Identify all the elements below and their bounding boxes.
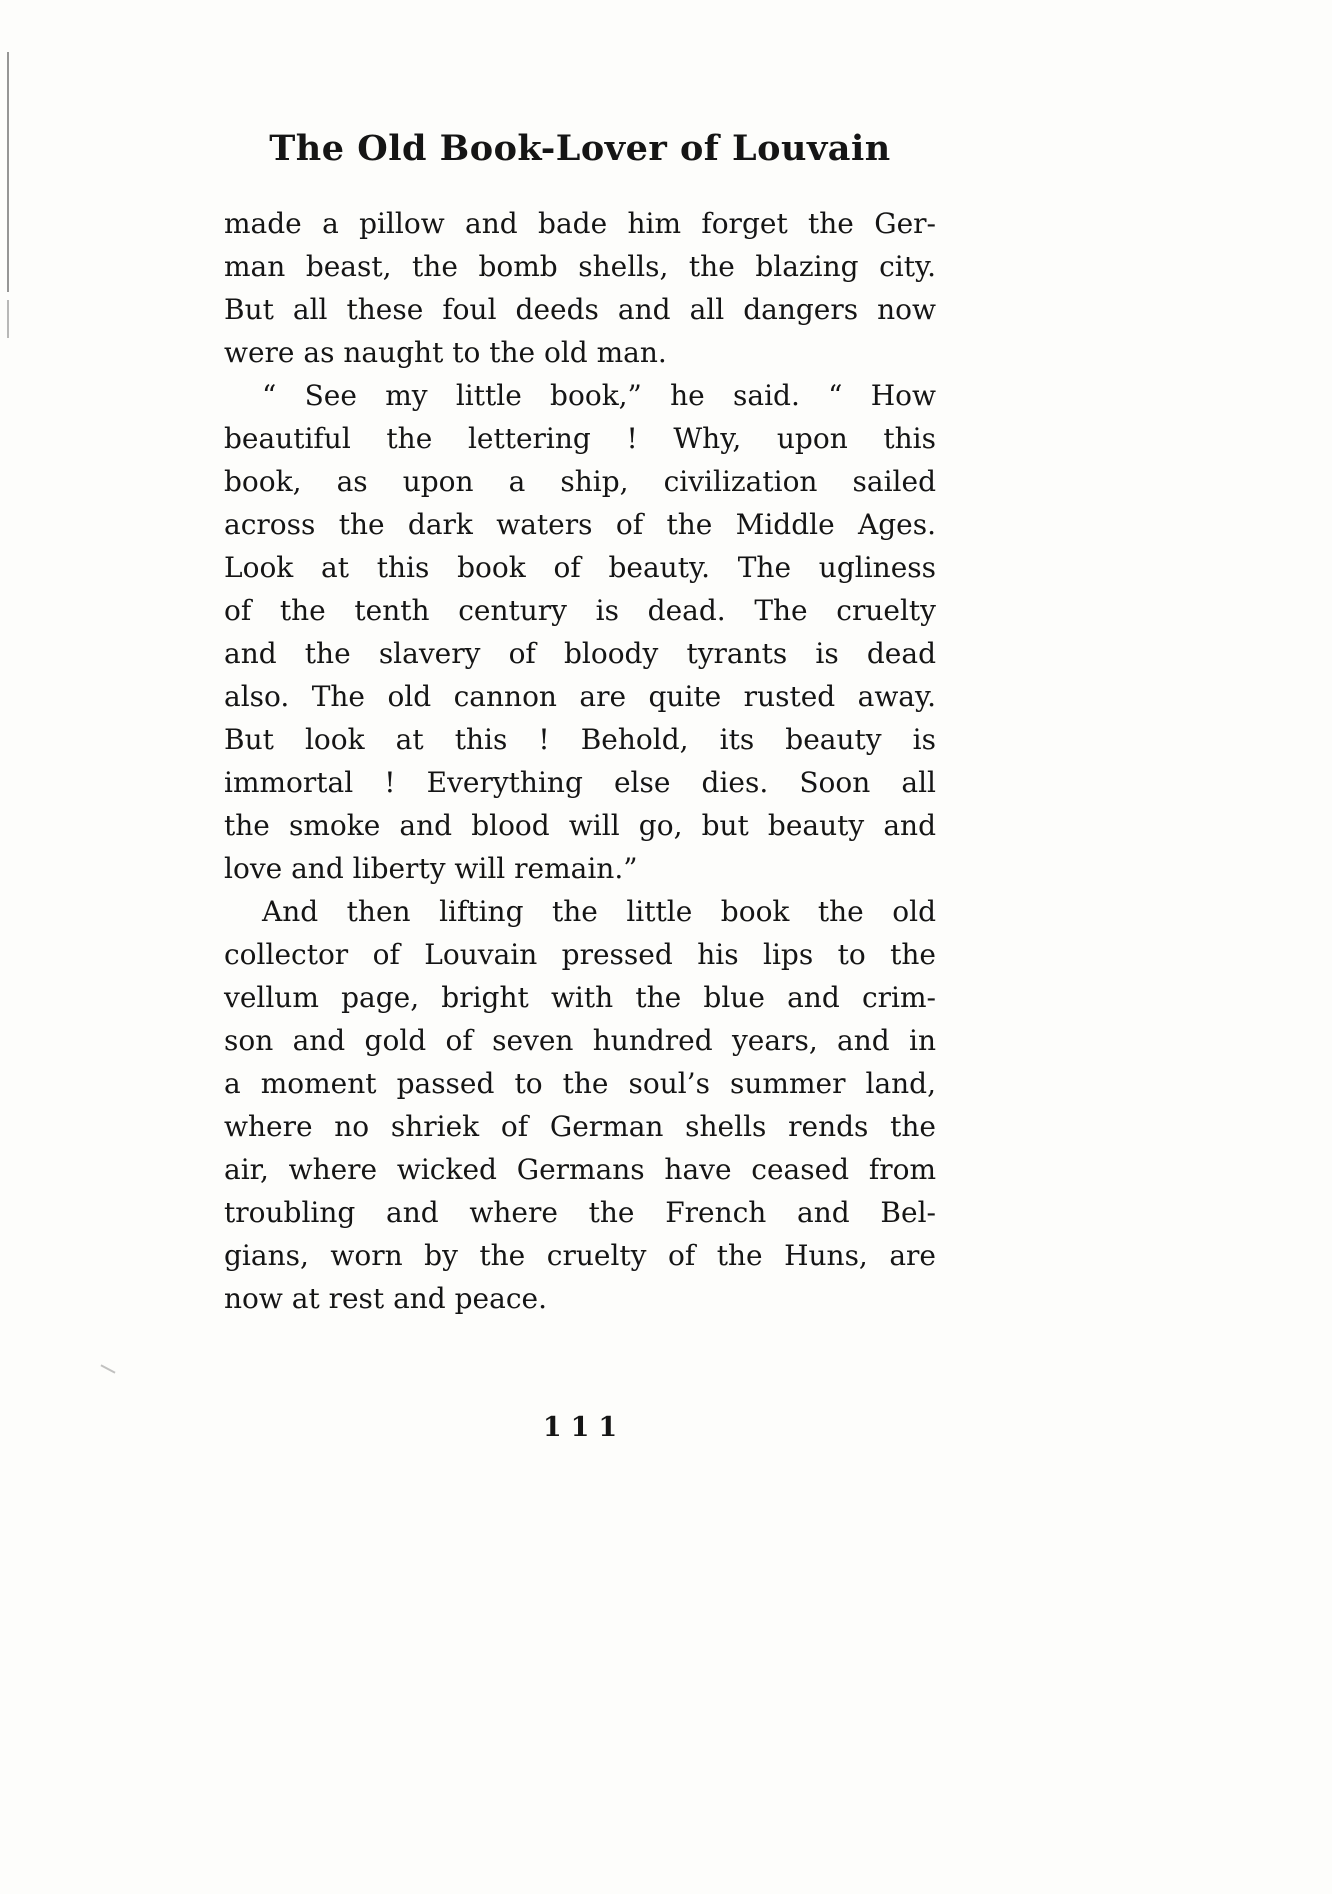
text-line: “ See my little book,” he said. “ How bbox=[262, 379, 936, 412]
text-line: were as naught to the old man. bbox=[224, 336, 667, 369]
page-number: 111 bbox=[542, 1412, 627, 1443]
text-line: son and gold of seven hundred years, and in bbox=[224, 1024, 936, 1057]
text-line: collector of Louvain pressed his lips to the bbox=[224, 938, 936, 971]
text-line: beautiful the lettering ! Why, upon this bbox=[224, 422, 936, 455]
text-line: But look at this ! Behold, its beauty is bbox=[224, 723, 936, 756]
text-line: a moment passed to the soul’s summer land, bbox=[224, 1067, 936, 1100]
text-line: across the dark waters of the Middle Ages. bbox=[224, 508, 936, 541]
text-line: immortal ! Everything else dies. Soon all bbox=[224, 766, 936, 799]
text-line: made a pillow and bade him forget the Ger- bbox=[224, 207, 936, 240]
paragraph bbox=[224, 202, 936, 374]
paragraph bbox=[224, 374, 936, 890]
text-line: troubling and where the French and Bel- bbox=[224, 1196, 936, 1229]
text-line: now at rest and peace. bbox=[224, 1282, 547, 1315]
scan-artifact bbox=[7, 52, 9, 292]
text-line: the smoke and blood will go, but beauty and bbox=[224, 809, 936, 842]
text-line: of the tenth century is dead. The cruelty bbox=[224, 594, 936, 627]
text-line: man beast, the bomb shells, the blazing city. bbox=[224, 250, 936, 283]
text-line: But all these foul deeds and all dangers now bbox=[224, 293, 936, 326]
text-line: vellum page, bright with the blue and crim- bbox=[224, 981, 936, 1014]
page-title: The Old Book-Lover of Louvain bbox=[269, 128, 891, 169]
text-line: and the slavery of bloody tyrants is dead bbox=[224, 637, 936, 670]
text-line: Look at this book of beauty. The ugliness bbox=[224, 551, 936, 584]
page-body bbox=[224, 202, 936, 1320]
text-line: gians, worn by the cruelty of the Huns, are bbox=[224, 1239, 936, 1272]
text-line: air, where wicked Germans have ceased from bbox=[224, 1153, 936, 1186]
text-line: And then lifting the little book the old bbox=[262, 895, 936, 928]
text-line: book, as upon a ship, civilization sailed bbox=[224, 465, 936, 498]
text-line: where no shriek of German shells rends the bbox=[224, 1110, 936, 1143]
scan-artifact bbox=[100, 1364, 115, 1373]
paragraph bbox=[224, 890, 936, 1320]
text-line: love and liberty will remain.” bbox=[224, 852, 638, 885]
scan-artifact bbox=[7, 300, 9, 338]
text-line: also. The old cannon are quite rusted away. bbox=[224, 680, 936, 713]
